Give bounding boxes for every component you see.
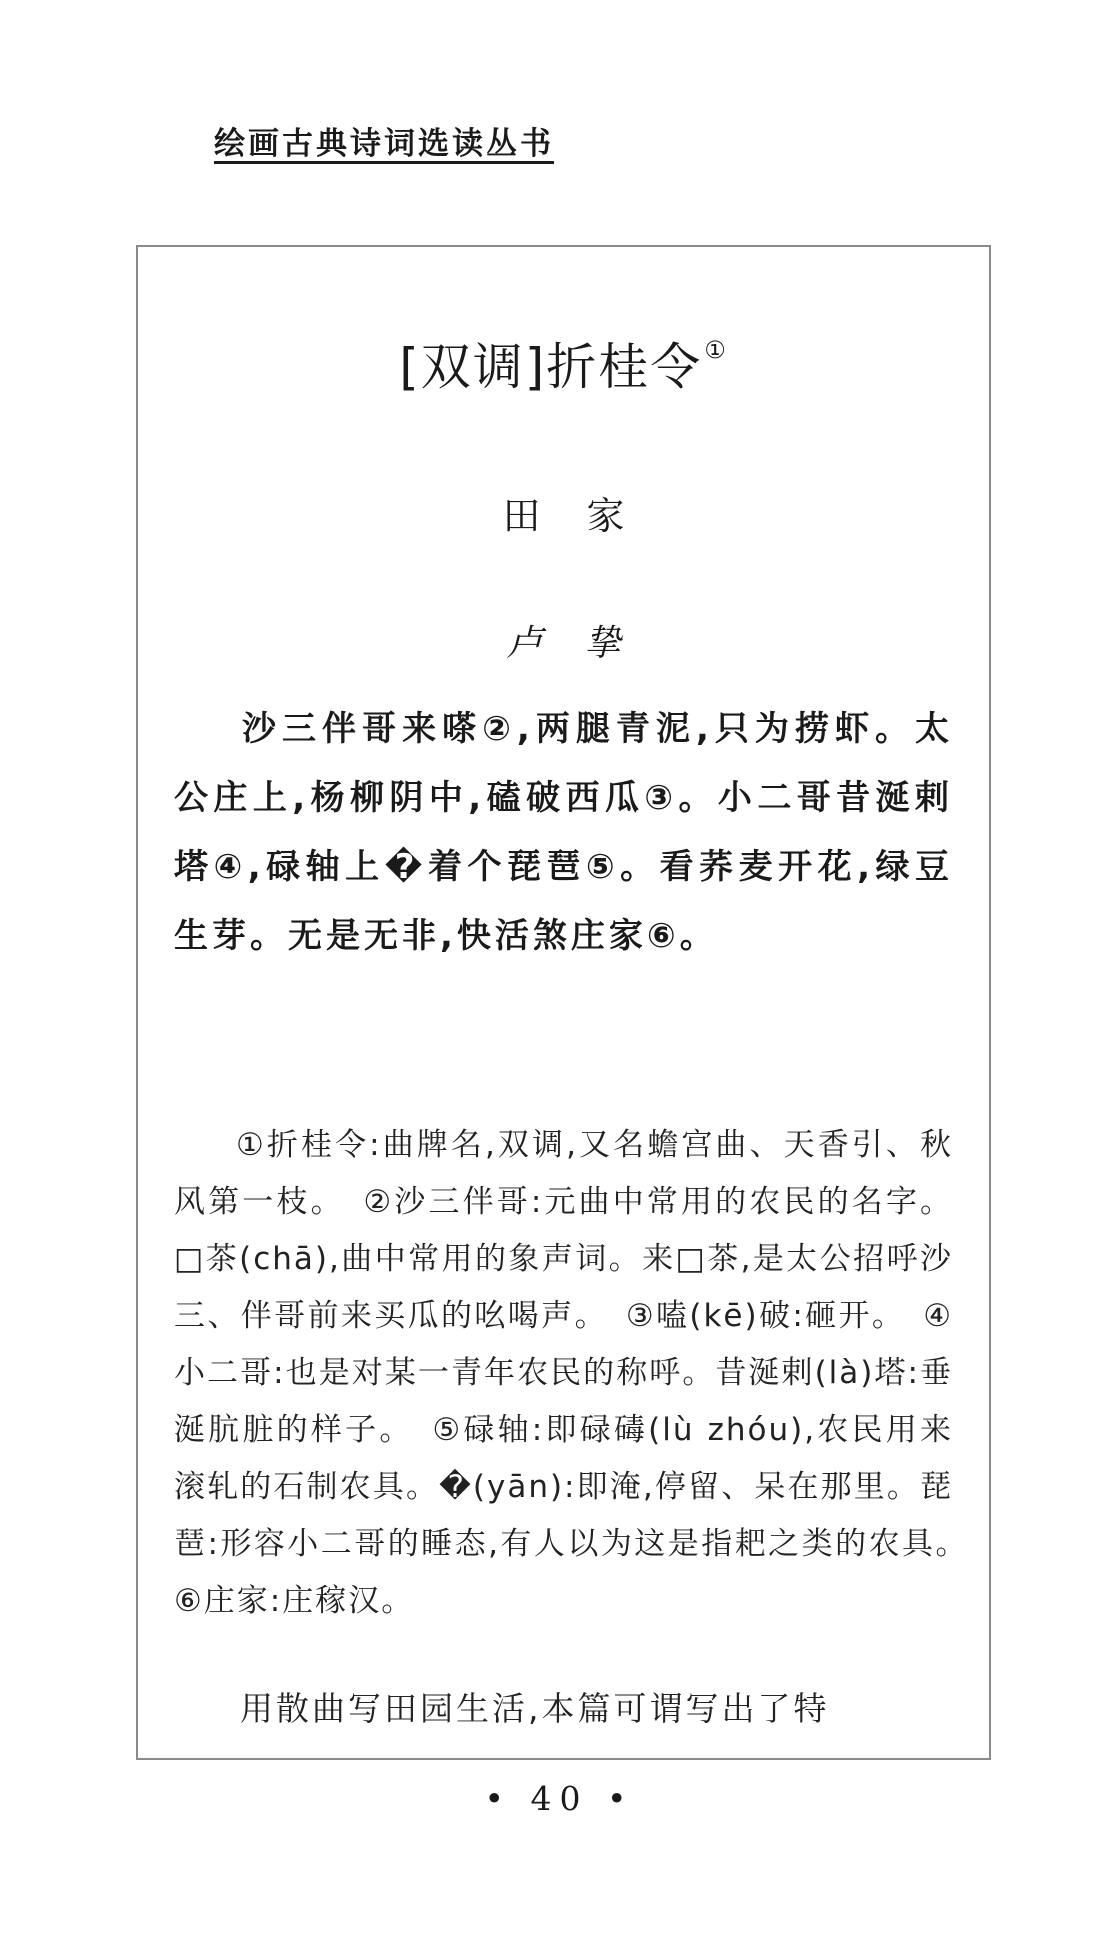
- commentary-text: 用散曲写田园生活,本篇可谓写出了特: [240, 1689, 830, 1728]
- poem-body: 沙三伴哥来嗏②,两腿青泥,只为捞虾。太公庄上,杨柳阴中,磕破西瓜③。小二哥昔涎剌塔④,碌轴上�着个琵琶⑤。看荞麦开花,绿豆生芽。无是无非,快活煞庄家⑥。: [174, 709, 953, 956]
- page-number: • 40 •: [484, 1779, 635, 1818]
- poem-subtitle: 田家: [502, 494, 671, 538]
- footnote-mark: ①: [704, 336, 728, 364]
- poem-title: [138, 327, 989, 399]
- poem-author: 卢挚: [506, 623, 663, 664]
- annotations: ①折桂令:曲牌名,双调,又名蟾宫曲、天香引、秋风第一枝。 ②沙三伴哥:元曲中常用的农民的名字。□茶(chā),曲中常用的象声词。来□茶,是太公招呼沙三、伴哥前来买瓜的吆喝声。 ③嗑(kē)破:砸开。 ④小二哥:也是对某一青年农民的称呼。昔涎剌(là)塔:垂涎肮脏的样子。 ⑤碌轴:即碌碡(lù zhóu),农民用来滚轧的石制农具。�(yān):即淹,停留、呆在那里。琵琶:形容小二哥的睡态,有人以为这是指耙之类的农具。 ⑥庄家:庄稼汉。: [174, 1127, 986, 1619]
- poem-title-text: [双调]折桂令: [399, 338, 703, 396]
- content-frame: [136, 245, 991, 1760]
- series-title: 绘画古典诗词选读丛书: [214, 126, 554, 162]
